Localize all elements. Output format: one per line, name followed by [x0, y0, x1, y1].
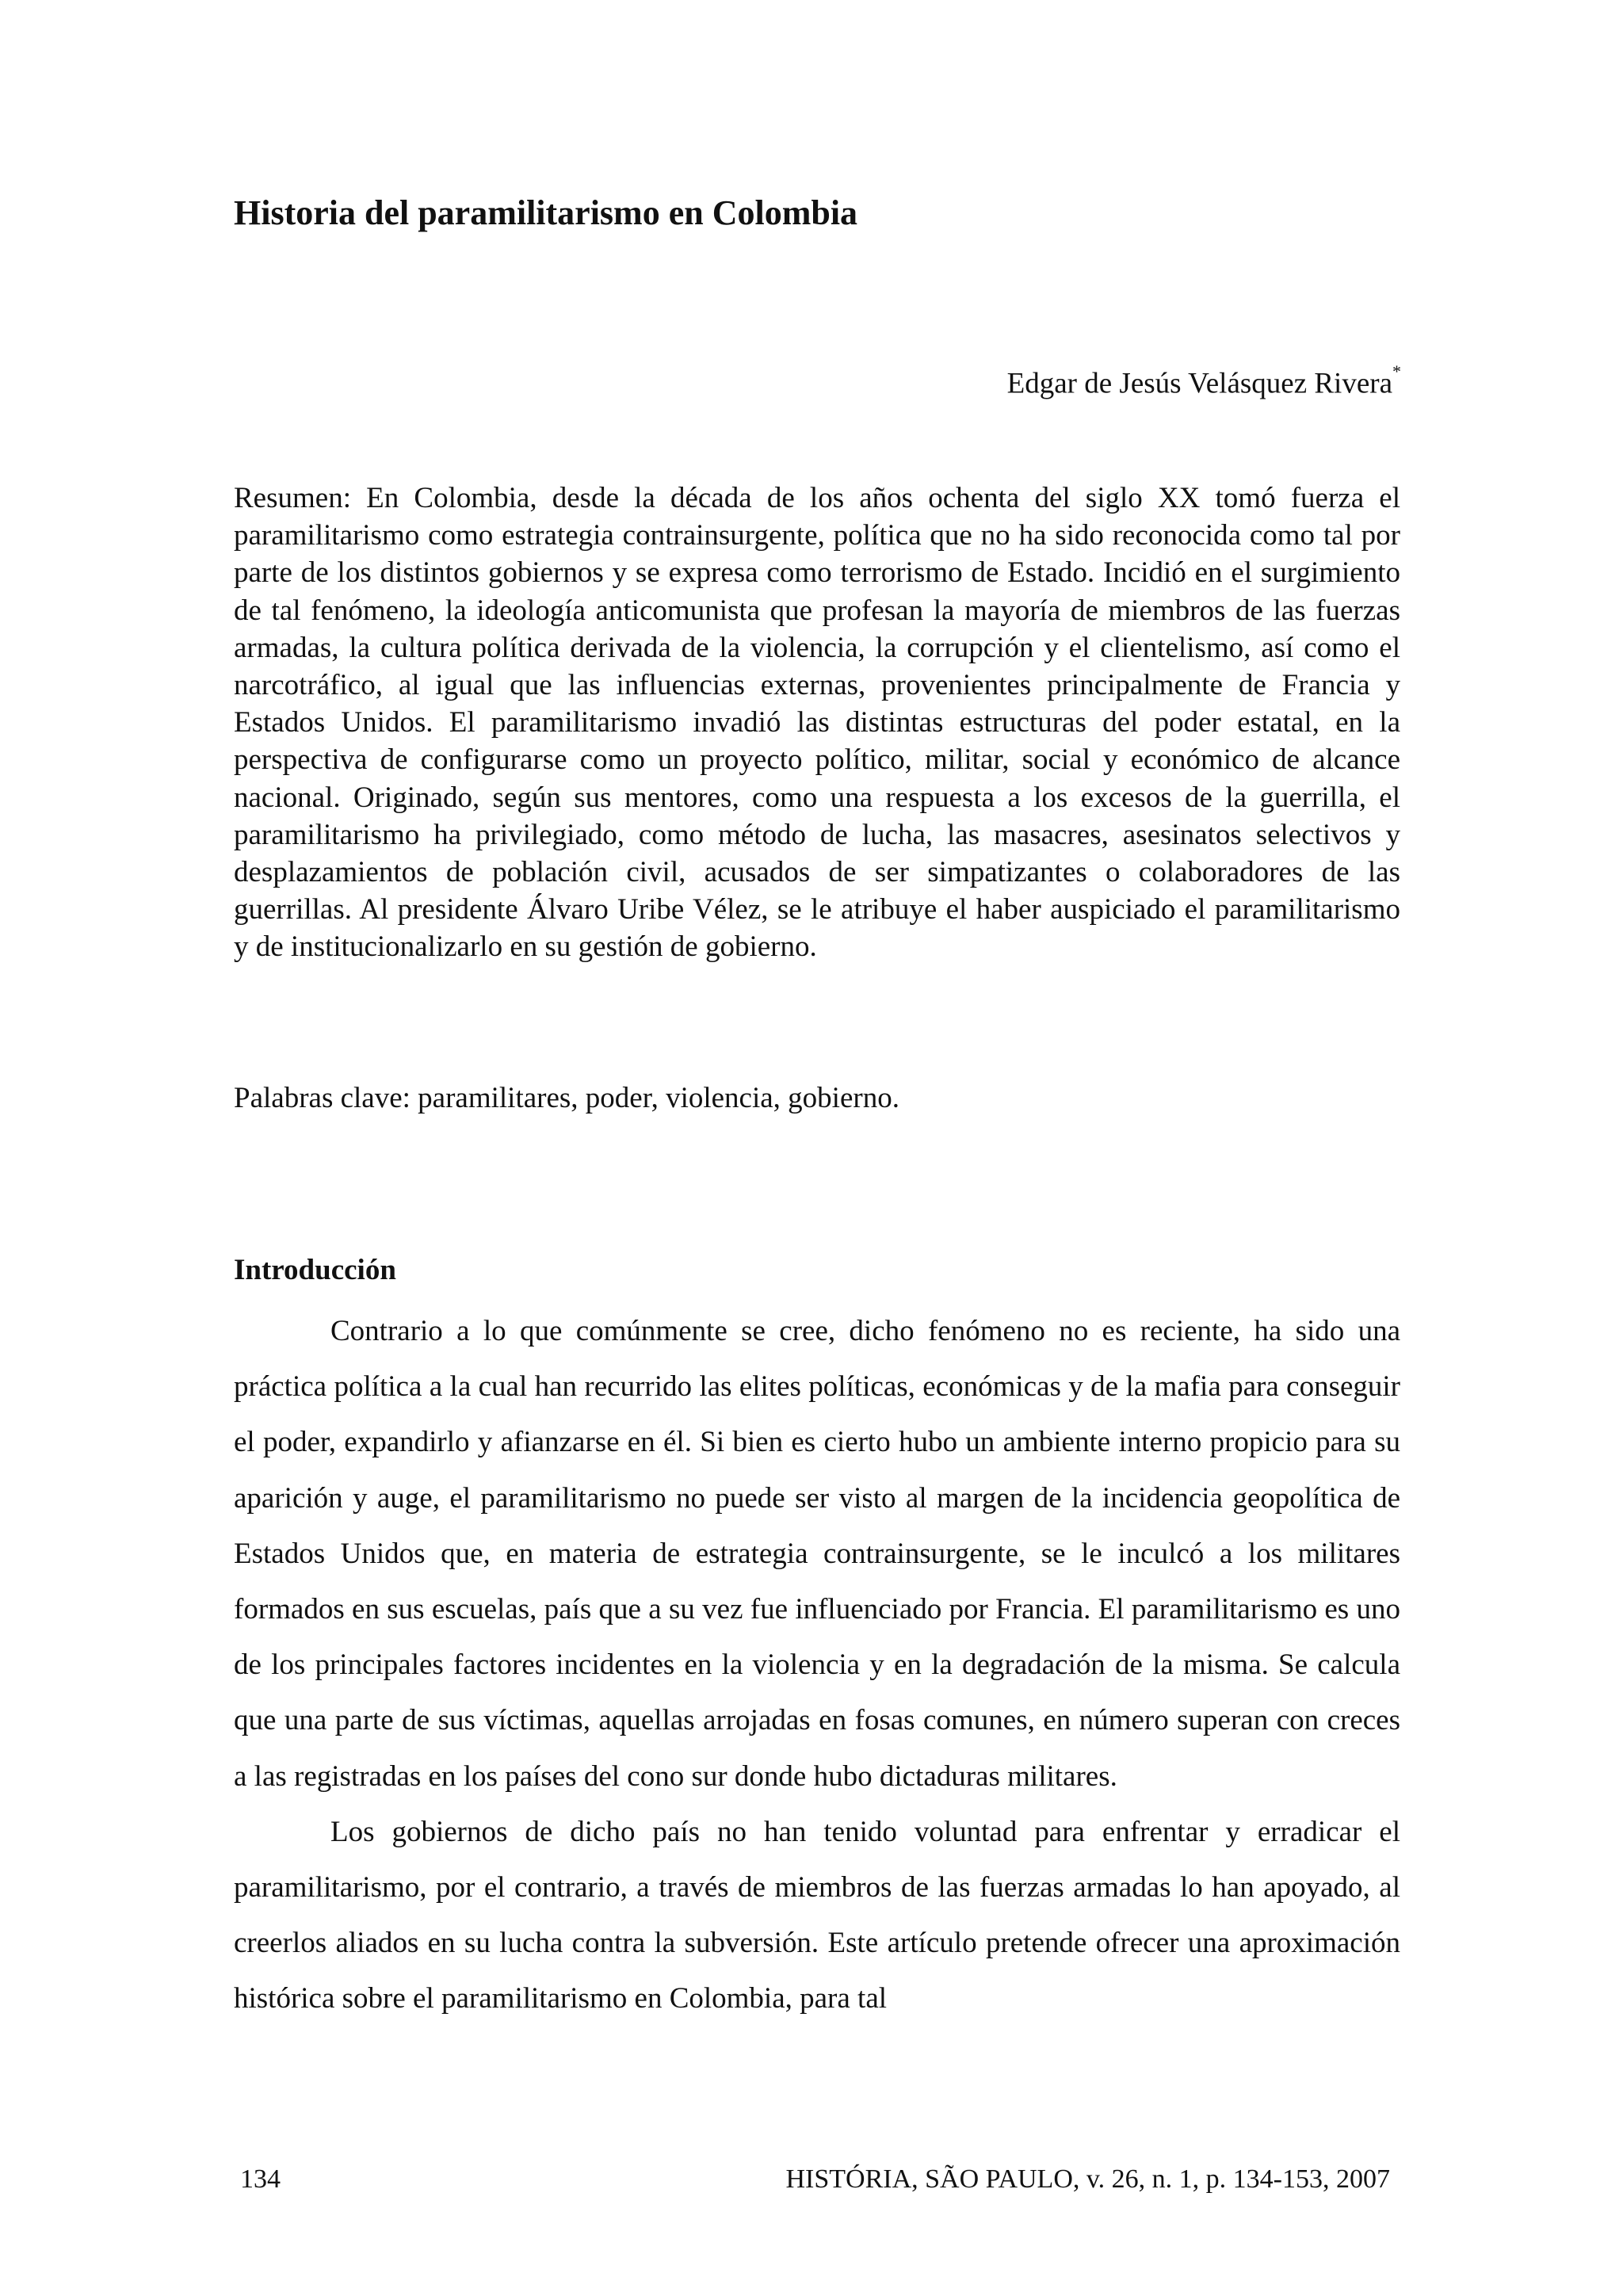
article-title: Historia del paramilitarismo en Colombia	[234, 193, 858, 232]
author-name: Edgar de Jesús Velásquez Rivera	[1006, 367, 1392, 400]
author-line	[1006, 361, 1401, 402]
body-paragraph: Contrario a lo que comúnmente se cree, dicho fenómeno no es reciente, ha sido una práctica política a la cual han recurrido las elites políticas, económicas y de la mafia para conseguir el poder, expandirlo y afianzarse en él. Si bien es cierto hubo un ambiente interno propicio para su aparición y auge, el paramilitarismo no puede ser visto al margen de la incidencia geopolítica de Estados Unidos que, en materia de estrategia contrainsurgente, se le inculcó a los militares formados en sus escuelas, país que a su vez fue influenciado por Francia. El paramilitarismo es uno de los principales factores incidentes en la violencia y en la degradación de la misma. Se calcula que una parte de sus víctimas, aquellas arrojadas en fosas comunes, en número superan con creces a las registradas en los países del cono sur donde hubo dictaduras militares.	[234, 1315, 1400, 1793]
page-number: 134	[240, 2164, 281, 2194]
abstract-text: Resumen: En Colombia, desde la década de los años ochenta del siglo XX tomó fuerza el paramilitarismo como estrategia contrainsurgente, política que no ha sido reconocida como tal por parte de los distintos gobiernos y se expresa como terrorismo de Estado. Incidió en el surgimiento de tal fenómeno, la ideología anticomunista que profesan la mayoría de miembros de las fuerzas armadas, la cultura política derivada de la violencia, la corrupción y el clientelismo, así como el narcotráfico, al igual que las influencias externas, provenientes principalmente de Francia y Estados Unidos. El paramilitarismo invadió las distintas estructuras del poder estatal, en la perspectiva de configurarse como un proyecto político, militar, social y económico de alcance nacional. Originado, según sus mentores, como una respuesta a los excesos de la guerrilla, el paramilitarismo ha privilegiado, como método de lucha, las masacres, asesinatos selectivos y desplazamientos de población civil, acusados de ser simpatizantes o colaboradores de las guerrillas. Al presidente Álvaro Uribe Vélez, se le atribuye el haber auspiciado el paramilitarismo y de institucionalizarlo en su gestión de gobierno.	[234, 482, 1400, 964]
body-paragraph: Los gobiernos de dicho país no han tenido voluntad para enfrentar y erradicar el paramilitarismo, por el contrario, a través de miembros de las fuerzas armadas lo han apoyado, al creerlos aliados en su lucha contra la subversión. Este artículo pretende ofrecer una aproximación histórica sobre el paramilitarismo en Colombia, para tal	[234, 1815, 1400, 2015]
section-heading-introduccion: Introducción	[234, 1254, 396, 1286]
author-footnote-mark[interactable]: *	[1392, 361, 1401, 381]
keywords-line: Palabras clave: paramilitares, poder, violencia, gobierno.	[234, 1082, 899, 1114]
journal-reference: HISTÓRIA, SÃO PAULO, v. 26, n. 1, p. 134-153, 2007	[785, 2164, 1390, 2194]
introduction-body	[234, 1304, 1400, 2027]
